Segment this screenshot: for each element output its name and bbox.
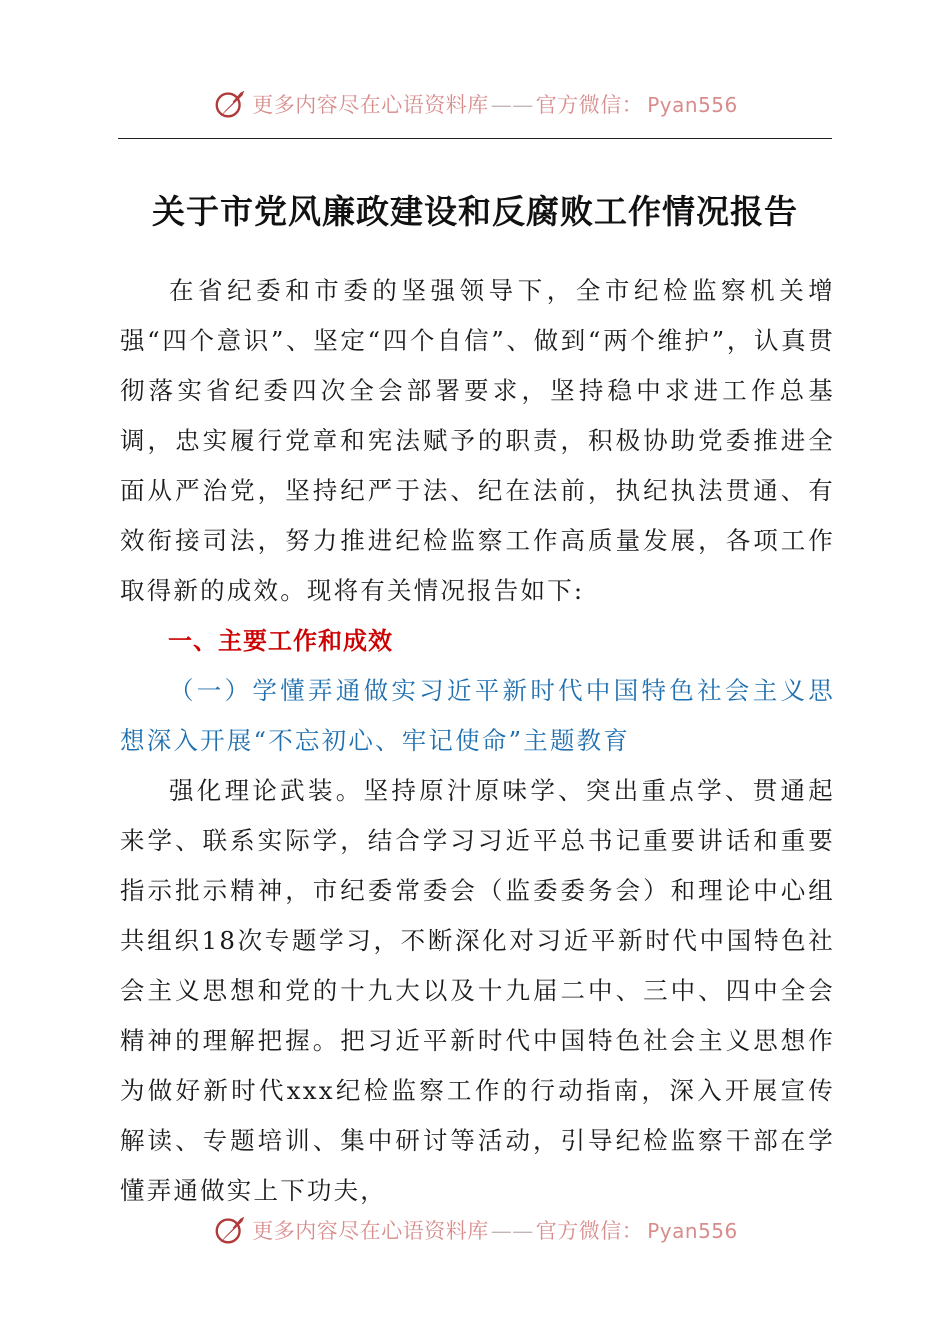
banner-account: Pyan556 bbox=[647, 93, 738, 117]
quill-pen-circle-icon bbox=[212, 85, 250, 123]
banner-main-text: 更多内容尽在心语资料库 bbox=[252, 93, 489, 117]
header-divider bbox=[118, 138, 832, 139]
header-banner bbox=[0, 82, 950, 126]
banner-label: 官方微信： bbox=[535, 93, 644, 117]
body-paragraph: 强化理论武装。坚持原汁原味学、突出重点学、贯通起来学、联系实际学，结合学习习近平总书记重要讲话和重要指示批示精神，市纪委常委会（监委委务会）和理论中心组共组织18次专题学习，不断深化对习近平新时代中国特色社会主义思想和党的十九大以及十九届二中、三中、四中全会精神的理解把握。把习近平新时代中国特色社会主义思想作为做好新时代xxx纪检监察工作的行动指南，深入开展宣传解读、专题培训、集中研讨等活动，引导纪检监察干部在学懂弄通做实上下功夫， bbox=[120, 776, 835, 1205]
banner-separator: —— bbox=[490, 1219, 534, 1243]
banner-text bbox=[252, 1215, 738, 1245]
quill-pen-circle-icon bbox=[212, 1211, 250, 1249]
document-title: 关于市党风廉政建设和反腐败工作情况报告 bbox=[152, 192, 798, 231]
document-body bbox=[120, 266, 835, 1216]
banner-label: 官方微信： bbox=[535, 1219, 644, 1243]
banner-separator: —— bbox=[490, 93, 534, 117]
banner-main-text: 更多内容尽在心语资料库 bbox=[252, 1219, 489, 1243]
section-heading: 一、主要工作和成效 bbox=[168, 627, 393, 655]
subsection-heading: （一）学懂弄通做实习近平新时代中国特色社会主义思想深入开展“不忘初心、牢记使命”主题教育 bbox=[120, 676, 835, 755]
footer-banner bbox=[0, 1208, 950, 1252]
intro-paragraph: 在省纪委和市委的坚强领导下，全市纪检监察机关增强“四个意识”、坚定“四个自信”、做到“两个维护”，认真贯彻落实省纪委四次全会部署要求，坚持稳中求进工作总基调，忠实履行党章和宪法赋予的职责，积极协助党委推进全面从严治党，坚持纪严于法、纪在法前，执纪执法贯通、有效衔接司法，努力推进纪检监察工作高质量发展，各项工作取得新的成效。现将有关情况报告如下: bbox=[120, 276, 835, 605]
banner-text bbox=[252, 89, 738, 119]
banner-account: Pyan556 bbox=[647, 1219, 738, 1243]
